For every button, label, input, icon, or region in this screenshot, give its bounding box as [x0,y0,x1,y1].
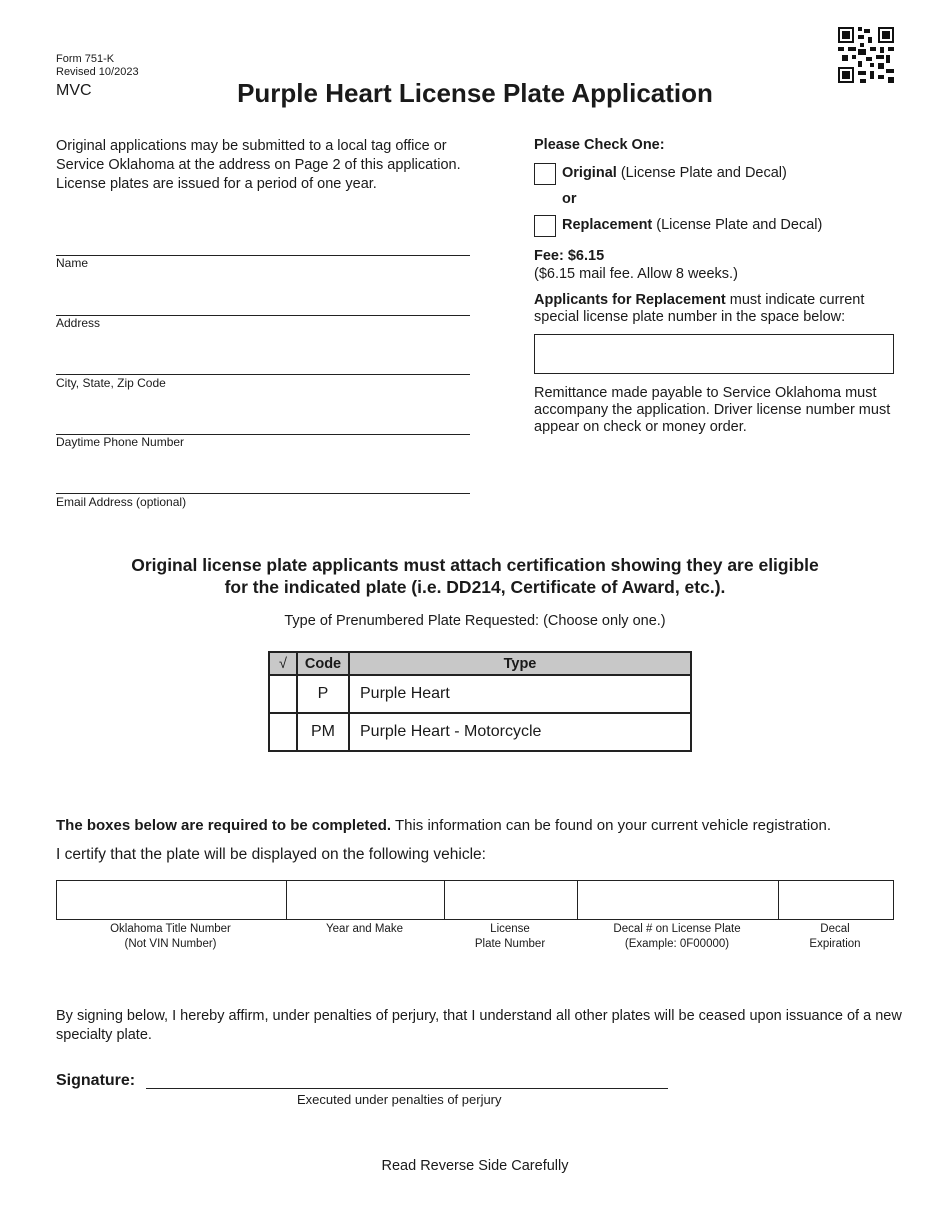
decal-expiration-label [778,922,892,952]
replacement-checkbox[interactable] [534,215,556,237]
plate-type-table [268,651,692,752]
check-one-heading: Please Check One: [534,137,665,153]
intro-text: Original applications may be submitted to a local tag office or Service Oklahoma at the address on Page 2 of this application. License plates are issued for a period of one year. [56,138,461,192]
title-number-label [56,922,285,952]
check-cell-purple-heart[interactable] [269,675,297,713]
decal-number-label [577,922,777,952]
certify-statement: I certify that the plate will be displayed on the following vehicle: [56,846,486,863]
agency-code: MVC [56,82,92,99]
vehicle-info-row [56,880,894,920]
code-cell: P [297,675,349,713]
remittance-text: Remittance made payable to Service Oklahoma must accompany the application. Driver license number must appear on check or money order. [534,385,891,435]
type-column-header: Type [349,652,691,675]
type-cell: Purple Heart [349,675,691,713]
form-id-block [56,53,139,79]
original-label-detail: (License Plate and Decal) [616,165,787,181]
qr-code-icon [838,27,894,83]
signature-note: Executed under penalties of perjury [297,1092,502,1107]
form-number: Form 751-K [56,53,115,65]
email-label: Email Address (optional) [56,495,187,509]
decal-number-label-line2: (Example: 0F00000) [624,938,730,950]
address-line[interactable] [56,315,470,316]
type-cell: Purple Heart - Motorcycle [349,713,691,751]
replacement-label-detail: (License Plate and Decal) [652,217,823,233]
name-line[interactable] [56,255,470,256]
current-plate-number-box[interactable] [534,334,894,374]
footer-note: Read Reverse Side Carefully [381,1158,569,1174]
address-label: Address [56,316,101,330]
table-header-row [269,652,691,675]
plate-type-prompt: Type of Prenumbered Plate Requested: (Choose only one.) [284,613,666,629]
license-plate-label-line1: License [490,923,530,935]
original-label-bold: Original [562,165,617,181]
license-plate-label-line2: Plate Number [474,938,546,950]
fee-amount: Fee: $6.15 [534,248,605,264]
required-note-text: This information can be found on your current vehicle registration. [391,817,832,834]
page-title: Purple Heart License Plate Application [237,78,713,108]
table-row [269,713,691,751]
original-checkbox[interactable] [534,163,556,185]
license-plate-number-box[interactable] [445,881,578,919]
table-row [269,675,691,713]
signature-line[interactable] [146,1088,668,1089]
code-column-header: Code [297,652,349,675]
phone-label: Daytime Phone Number [56,435,185,449]
or-label: or [562,191,577,207]
replacement-label-bold: Replacement [562,217,653,233]
decal-expiration-box[interactable] [779,881,893,919]
required-note-bold: The boxes below are required to be completed. [56,817,392,834]
decal-number-box[interactable] [578,881,779,919]
replacement-option-label [562,217,822,233]
year-make-label [286,922,443,937]
required-boxes-note [56,817,831,834]
fee-block [534,247,738,283]
original-option-label [562,165,787,181]
notice-line-1: Original license plate applicants must attach certification showing they are eligible [131,555,819,575]
decal-number-label-line1: Decal # on License Plate [613,923,741,935]
title-number-label-line2: (Not VIN Number) [124,938,217,950]
email-line[interactable] [56,493,470,494]
signature-label: Signature: [56,1072,136,1089]
fee-note: ($6.15 mail fee. Allow 8 weeks.) [534,266,738,282]
certification-notice [0,554,950,598]
license-plate-number-label [444,922,576,952]
check-column-header: √ [269,652,297,675]
city-state-zip-label: City, State, Zip Code [56,376,166,390]
title-number-label-line1: Oklahoma Title Number [110,923,231,935]
revision-date: Revised 10/2023 [56,66,139,78]
check-cell-purple-heart-motorcycle[interactable] [269,713,297,751]
notice-line-2: for the indicated plate (i.e. DD214, Certificate of Award, etc.). [224,577,726,597]
name-label: Name [56,256,89,270]
title-number-box[interactable] [57,881,287,919]
affirmation-text: By signing below, I hereby affirm, under penalties of perjury, that I understand all other plates will be ceased upon issuance of a new specialty plate. [56,1008,902,1043]
replacement-instructions [534,292,904,326]
decal-expiration-label-line1: Decal [820,923,850,935]
decal-expiration-label-line2: Expiration [809,938,861,950]
year-make-label-line1: Year and Make [326,923,403,935]
code-cell: PM [297,713,349,751]
city-state-zip-line[interactable] [56,374,470,375]
replacement-instructions-bold: Applicants for Replacement [534,292,726,308]
replacement-instructions-text: must indicate current special license plate number in the space below: [534,292,865,325]
year-make-box[interactable] [287,881,445,919]
